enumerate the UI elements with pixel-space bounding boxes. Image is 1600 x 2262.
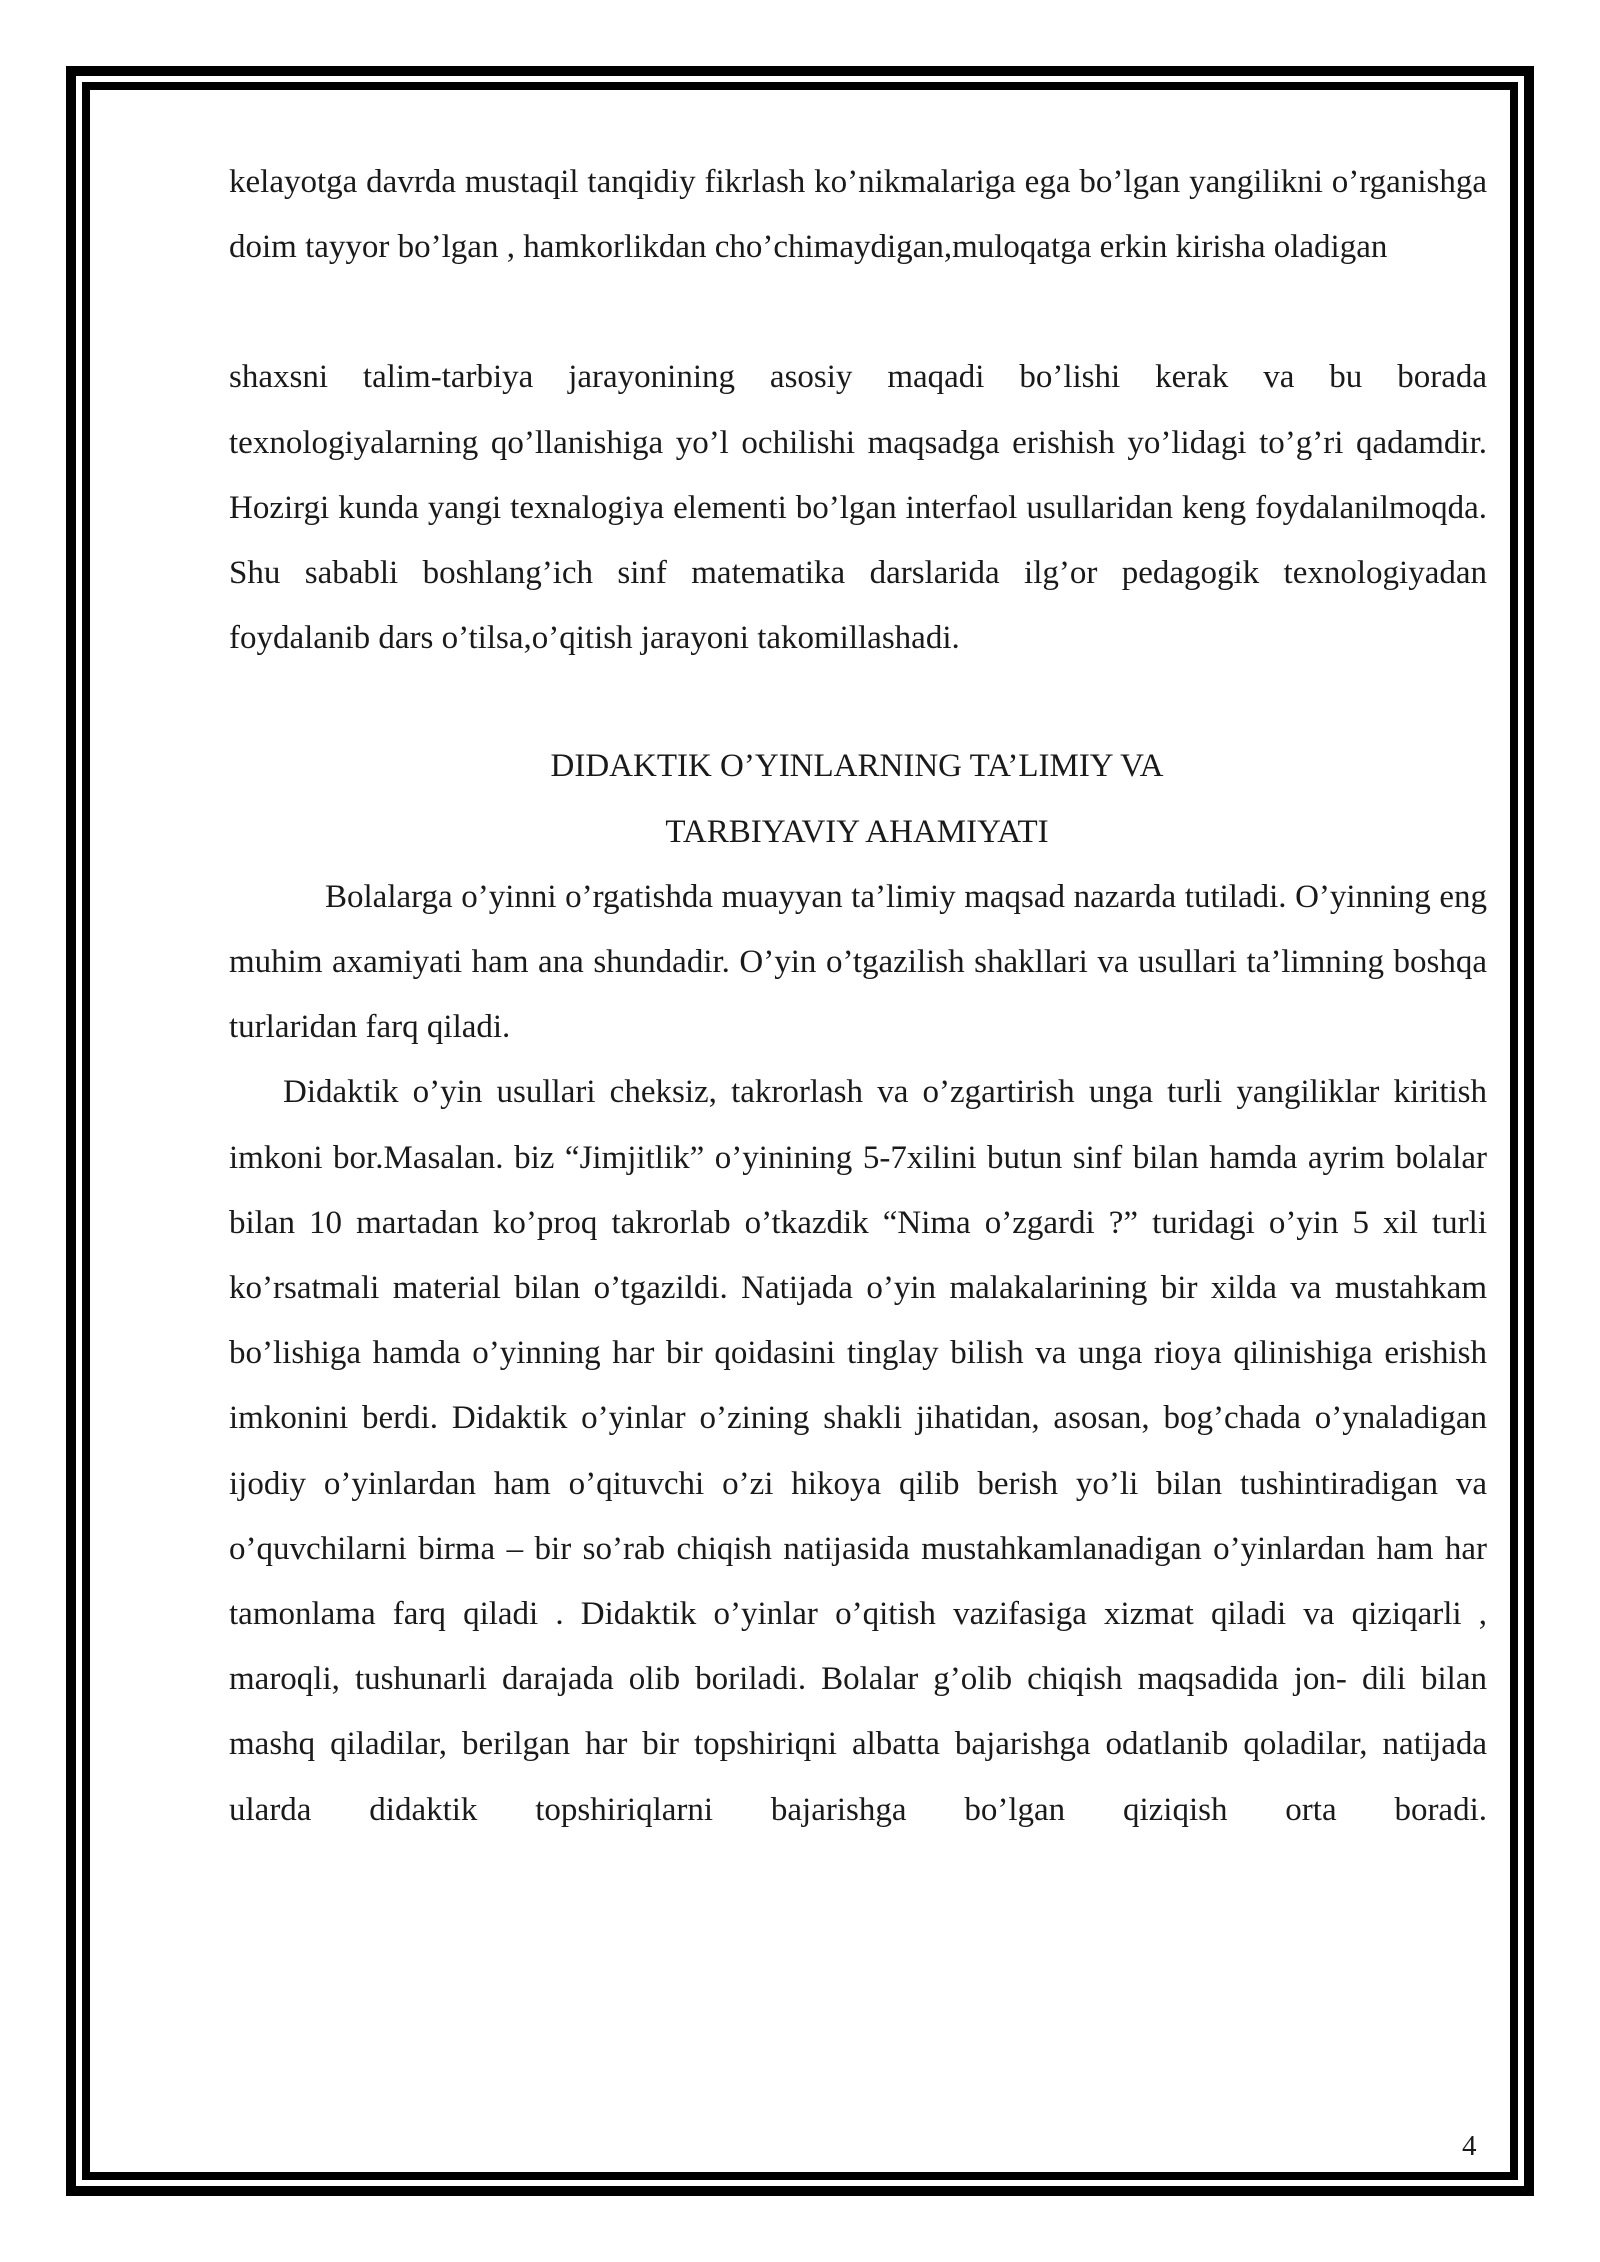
paragraph-intro: kelayotga davrda mustaqil tanqidiy fikrlash ko’nikmalariga ega bo’lgan yangilikni o’rganishga doim tayyor bo’lgan , hamkorlikdan cho’chimaydigan,muloqatga erkin kirisha oladigan bbox=[229, 164, 1487, 266]
section-heading-line-2: TARBIYAVIY AHAMIYATI bbox=[665, 813, 1049, 850]
paragraph-didactic-goal: Bolalarga o’yinni o’rgatishda muayyan ta’limiy maqsad nazarda tutiladi. O’yinning eng muhim axamiyati ham ana shundadir. O’yin o’tgazilish shakllari va usullari ta’limning boshqa turlaridan farq qiladi. bbox=[229, 878, 1487, 1046]
paragraph-technology: shaxsni talim-tarbiya jarayonining asosiy maqadi bo’lishi kerak va bu borada texnologiyalarning qo’llanishiga yo’l ochilishi maqsadga erishish yo’lidagi to’g’ri qadamdir. Hozirgi kunda yangi texnalogiya elementi bo’lgan interfaol usullaridan keng foydalanilmoqda. Shu sababli boshlang’ich sinf matematika darslarida ilg’or pedagogik texnologiyadan foydalanib dars o’tilsa,o’qitish jarayoni takomillashadi. bbox=[229, 359, 1487, 657]
document-body bbox=[229, 150, 1487, 1843]
page-number: 4 bbox=[1462, 2130, 1477, 2162]
paragraph-spacer bbox=[229, 280, 1487, 345]
section-heading-line-1: DIDAKTIK O’YINLARNING TA’LIMIY VA bbox=[550, 748, 1164, 785]
section-spacer bbox=[229, 671, 1487, 734]
paragraph-didactic-methods: Didaktik o’yin usullari cheksiz, takrorlash va o’zgartirish unga turli yangiliklar kiritish imkoni bor.Masalan. biz “Jimjitlik” o’yinining 5-7xilini butun sinf bilan hamda ayrim bolalar bilan 10 martadan ko’proq takrorlab o’tkazdik “Nima o’zgardi ?” turidagi o’yin 5 xil turli ko’rsatmali material bilan o’tgazildi. Natijada o’yin malakalarining bir xilda va mustahkam bo’lishiga hamda o’yinning har bir qoidasini tinglay bilish va unga rioya qilinishiga erishish imkonini berdi. Didaktik o’yinlar o’zining shakli jihatidan, asosan, bog’chada o’ynaladigan ijodiy o’yinlardan ham o’qituvchi o’zi hikoya qilib berish yo’li bilan tushintiradigan va o’quvchilarni birma – bir so’rab chiqish natijasida mustahkamlanadigan o’yinlardan ham har tamonlama farq qiladi . Didaktik o’yinlar o’qitish vazifasiga xizmat qiladi va qiziqarli , maroqli, tushunarli darajada olib boriladi. Bolalar g’olib chiqish maqsadida jon- dili bilan mashq qiladilar, berilgan har bir topshiriqni albatta bajarishga odatlanib qoladilar, natijada ularda didaktik topshiriqlarni bajarishga bo’lgan qiziqish orta boradi. bbox=[229, 1074, 1487, 1828]
